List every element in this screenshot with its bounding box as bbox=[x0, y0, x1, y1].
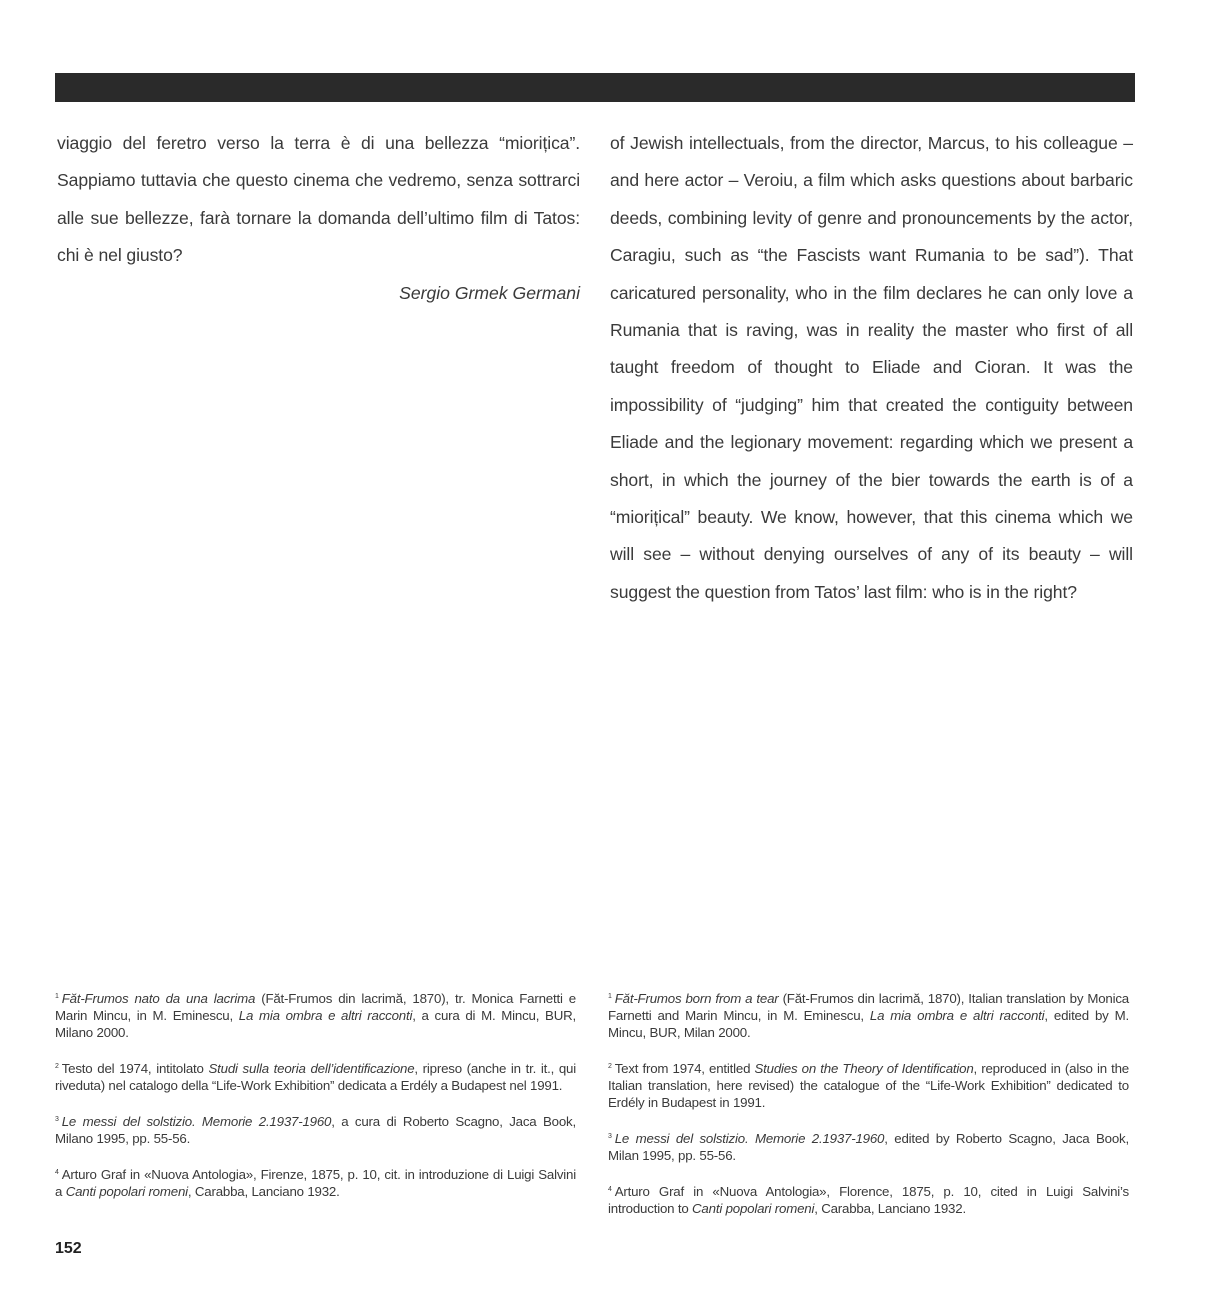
author-signature: Sergio Grmek Germani bbox=[399, 282, 580, 303]
header-bar bbox=[55, 73, 1135, 102]
footnote-en-2: $^2$ Text from 1974, entitled Studies on the Theory of Identification, reproduced in (also in the Italian translation, here revised) the catalogue of the “Life-Work Exhibition” dedicated to Erdély in Budapest in 1991. bbox=[608, 1061, 1129, 1110]
footnotes-italian bbox=[55, 988, 576, 1217]
footnote-en-1: $^1$ Făt-Frumos born from a tear (Făt-Frumos din lacrimă, 1870), Italian translation by Monica Farnetti and Marin Mincu, in M. Eminescu, La mia ombra e altri racconti, edited by M. Mincu, BUR, Milan 2000. bbox=[608, 991, 1129, 1040]
page-number: 152 bbox=[55, 1240, 82, 1257]
footnote-it-3: $^3$ Le messi del solstizio. Memorie 2.1937-1960, a cura di Roberto Scagno, Jaca Book, Milano 1995, pp. 55-56. bbox=[55, 1114, 576, 1146]
left-paragraph: viaggio del feretro verso la terra è di una bellezza “miorițica”. Sappiamo tuttavia che questo cinema che vedremo, senza sottrarci alle sue bellezze, farà tornare la domanda dell’ultimo film di Tatos: chi è nel giusto? bbox=[57, 133, 580, 266]
footnotes-english bbox=[608, 988, 1129, 1234]
footnote-it-2: $^2$ Testo del 1974, intitolato Studi sulla teoria dell’identificazione, ripreso (anche in tr. it., qui riveduta) nel catalogo della “Life-Work Exhibition” dedicata a Erdély a Budapest nel 1991. bbox=[55, 1061, 577, 1093]
right-paragraph: of Jewish intellectuals, from the director, Marcus, to his colleague – and here actor – Veroiu, a film which asks questions about barbaric deeds, combining levity of genre and pronouncements by the actor, Caragiu, such as “the Fascists want Rumania to be sad”). That caricatured personality, who in the film declares he can only love a Rumania that is raving, was in reality the master who first of all taught freedom of thought to Eliade and Cioran. It was the impossibility of “judging” him that created the contiguity between Eliade and the legionary movement: regarding which we present a short, in which the journey of the bier towards the earth is of a “miorițical” beauty. We know, however, that this cinema which we will see – without denying ourselves of any of its beauty – will suggest the question from Tatos’ last film: who is in the right? bbox=[610, 133, 1133, 602]
footnote-it-4: $^4$ Arturo Graf in «Nuova Antologia», Firenze, 1875, p. 10, cit. in introduzione di Luigi Salvini a Canti popolari romeni, Carabba, Lanciano 1932. bbox=[55, 1167, 576, 1199]
footnote-it-1: $^1$ Făt-Frumos nato da una lacrima (Făt-Frumos din lacrimă, 1870), tr. Monica Farnetti e Marin Mincu, in M. Eminescu, La mia ombra e altri racconti, a cura di M. Mincu, BUR, Milano 2000. bbox=[55, 991, 576, 1040]
right-column bbox=[610, 125, 1133, 611]
footnote-en-4: $^4$ Arturo Graf in «Nuova Antologia», Florence, 1875, p. 10, cited in Luigi Salvini’s introduction to Canti popolari romeni, Carabba, Lanciano 1932. bbox=[608, 1184, 1129, 1216]
left-column bbox=[57, 125, 580, 312]
footnote-en-3: $^3$ Le messi del solstizio. Memorie 2.1937-1960, edited by Roberto Scagno, Jaca Book, Milan 1995, pp. 55-56. bbox=[608, 1131, 1129, 1163]
